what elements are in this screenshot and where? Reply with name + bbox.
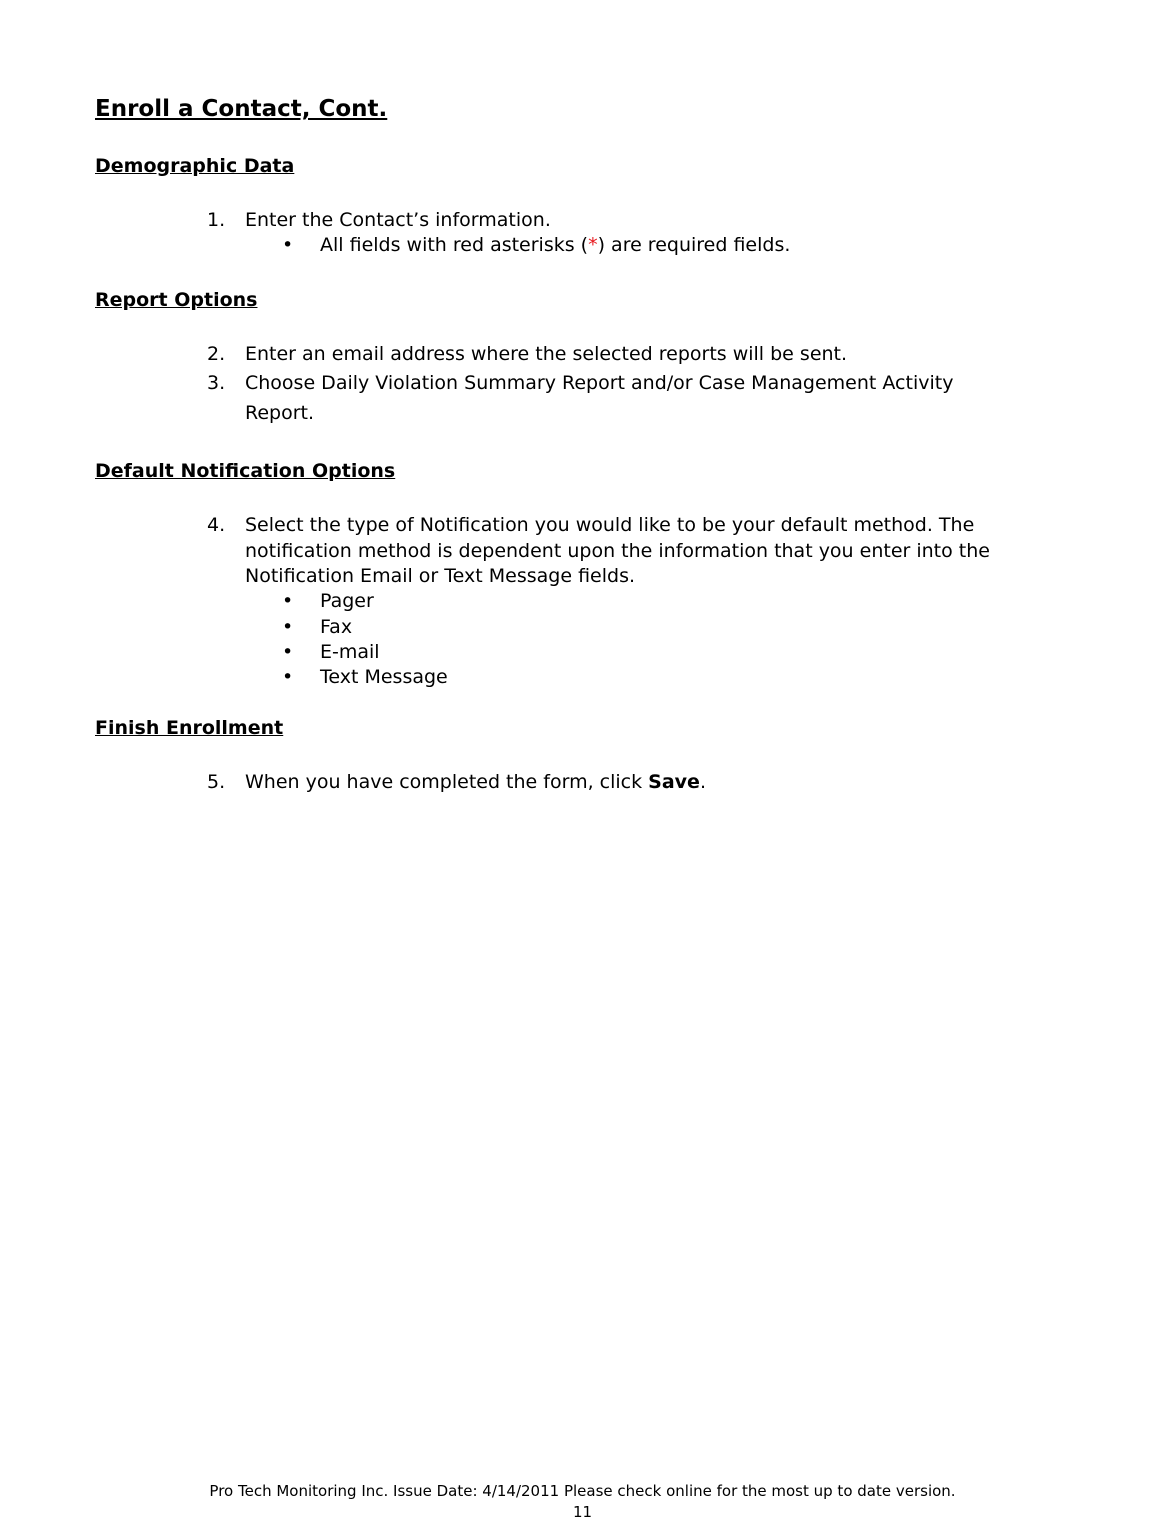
notification-option-fax: Fax — [320, 616, 353, 638]
step-number-1: 1. — [207, 209, 226, 231]
step-number-3: 3. — [207, 372, 226, 394]
step-text-3-line2: Report. — [245, 402, 315, 424]
step-number-4: 4. — [207, 514, 226, 536]
notification-option-pager: Pager — [320, 590, 374, 612]
bullet-marker: • — [282, 590, 294, 612]
section-heading-report: Report Options — [95, 289, 258, 311]
required-note-after: ) are required fields. — [597, 234, 791, 256]
step-number-2: 2. — [207, 343, 226, 365]
step-text-1: Enter the Contact’s information. — [245, 209, 551, 231]
section-heading-demographic: Demographic Data — [95, 155, 295, 177]
page-title: Enroll a Contact, Cont. — [95, 96, 388, 122]
notification-option-text-message: Text Message — [320, 666, 448, 688]
required-asterisk: * — [588, 234, 598, 256]
bullet-marker: • — [282, 666, 294, 688]
bullet-marker: • — [282, 641, 294, 663]
step-text-3-line1: Choose Daily Violation Summary Report and/or Case Management Activity — [245, 372, 954, 394]
notification-option-email: E-mail — [320, 641, 380, 663]
required-fields-note — [320, 234, 790, 256]
step-text-4-line2: notification method is dependent upon the information that you enter into the — [245, 540, 990, 562]
required-note-before: All fields with red asterisks ( — [320, 234, 589, 256]
step-text-4-line1: Select the type of Notification you would like to be your default method. The — [245, 514, 975, 536]
section-heading-finish: Finish Enrollment — [95, 717, 284, 739]
step-text-5 — [245, 771, 706, 793]
page-number: 11 — [572, 1503, 593, 1521]
footer-text: Pro Tech Monitoring Inc. Issue Date: 4/14/2011 Please check online for the most up to date version. — [209, 1482, 956, 1500]
save-keyword: Save — [648, 771, 700, 793]
step-text-4-line3: Notification Email or Text Message fields. — [245, 565, 636, 587]
bullet-marker: • — [282, 616, 294, 638]
step-text-5-before: When you have completed the form, click — [245, 771, 649, 793]
step-number-5: 5. — [207, 771, 226, 793]
bullet-marker: • — [282, 234, 294, 256]
step-text-5-after: . — [699, 771, 706, 793]
step-text-2: Enter an email address where the selected reports will be sent. — [245, 343, 848, 365]
section-heading-notification: Default Notification Options — [95, 460, 396, 482]
